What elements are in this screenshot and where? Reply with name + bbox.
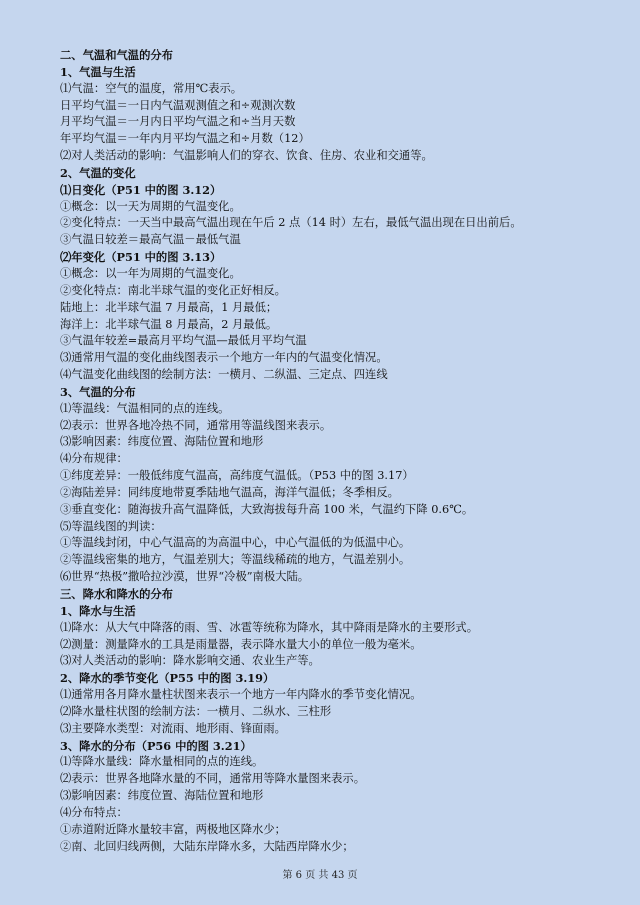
section-heading: 2、降水的季节变化（P55 中的图 3.19）	[60, 671, 275, 686]
text-line: ⑷分布规律：	[60, 452, 128, 466]
text-line: ⑵测量：测量降水的工具是雨量器，表示降水量大小的单位一般为毫米。	[60, 637, 422, 651]
page-footer: 第 6 页 共 43 页	[282, 870, 358, 881]
section-heading: 3、气温的分布	[60, 384, 136, 399]
text-line: ⑵表示：世界各地冷热不同，通常用等温线图来表示。	[60, 418, 332, 432]
text-line: ⑵对人类活动的影响：气温影响人们的穿衣、饮食、住房、农业和交通等。	[60, 149, 433, 163]
section-heading: 2、气温的变化	[60, 165, 136, 180]
text-line: ⑶影响因素：纬度位置、海陆位置和地形	[60, 435, 264, 449]
text-line: ①等温线封闭，中心气温高的为高温中心，中心气温低的为低温中心。	[60, 536, 411, 550]
text-line: ⑴等温线：气温相同的点的连线。	[60, 401, 230, 415]
text-line: ③气温年较差=最高月平均气温—最低月平均气温	[60, 334, 307, 348]
section-heading: 1、降水与生活	[60, 603, 136, 618]
text-line: ⑵降水量柱状图的绘制方法：一横月、二纵水、三柱形	[60, 704, 332, 718]
text-line: ①概念：以一天为周期的气温变化。	[60, 199, 241, 213]
section-heading: 3、降水的分布（P56 中的图 3.21）	[60, 738, 252, 753]
text-line: ⑶主要降水类型：对流雨、地形雨、锋面雨。	[60, 721, 286, 735]
text-line: ⑶影响因素：纬度位置、海陆位置和地形	[60, 789, 264, 803]
document-body	[60, 47, 620, 856]
text-line: ③垂直变化：随海拔升高气温降低，大致海拔每升高 100 米，气温约下降 0.6℃。	[60, 502, 474, 516]
text-line: ⑶对人类活动的影响：降水影响交通、农业生产等。	[60, 654, 320, 668]
text-line: ②等温线密集的地方，气温差别大；等温线稀疏的地方，气温差别小。	[60, 553, 411, 567]
text-line: ⑶通常用气温的变化曲线图表示一个地方一年内的气温变化情况。	[60, 351, 388, 365]
text-line: 日平均气温＝一日内气温观测值之和÷观测次数	[60, 98, 296, 112]
text-line: ⑴降水：从大气中降落的雨、雪、冰雹等统称为降水，其中降雨是降水的主要形式。	[60, 620, 478, 634]
text-line: ⑷分布特点：	[60, 805, 128, 819]
text-line: 海洋上：北半球气温 8 月最高，2 月最低。	[60, 317, 278, 331]
text-line: ⑵表示：世界各地降水量的不同，通常用等降水量图来表示。	[60, 772, 366, 786]
section-heading: ⑵年变化（P51 中的图 3.13）	[60, 250, 222, 265]
text-line: ②变化特点：南北半球气温的变化正好相反。	[60, 283, 286, 297]
text-line: ⑴通常用各月降水量柱状图来表示一个地方一年内降水的季节变化情况。	[60, 688, 422, 702]
text-line: ②海陆差异：同纬度地带夏季陆地气温高，海洋气温低；冬季相反。	[60, 485, 399, 499]
text-line: 月平均气温＝一月内日平均气温之和÷当月天数	[60, 115, 296, 129]
text-line: ①概念：以一年为周期的气温变化。	[60, 266, 241, 280]
text-line: 陆地上：北半球气温 7 月最高，1 月最低；	[60, 300, 278, 314]
text-line: ②南、北回归线两侧，大陆东岸降水多，大陆西岸降水少；	[60, 839, 354, 853]
text-line: ⑴等降水量线：降水量相同的点的连线。	[60, 755, 264, 769]
section-heading: ⑴日变化（P51 中的图 3.12）	[60, 182, 222, 197]
text-line: ⑹世界“热极”撒哈拉沙漠，世界“冷极”南极大陆。	[60, 570, 310, 584]
section-heading: 三、降水和降水的分布	[60, 587, 173, 601]
section-heading: 1、气温与生活	[60, 64, 136, 79]
section-heading: 二、气温和气温的分布	[60, 48, 173, 62]
text-line: ③气温日较差＝最高气温－最低气温	[60, 233, 241, 247]
text-line: 年平均气温＝一年内月平均气温之和÷月数（12）	[60, 132, 310, 146]
text-line: ①赤道附近降水量较丰富，两极地区降水少；	[60, 822, 286, 836]
text-line: ②变化特点：一天当中最高气温出现在午后 2 点（14 时）左右，最低气温出现在日出前后。	[60, 216, 522, 230]
text-line: ⑸等温线图的判读：	[60, 519, 162, 533]
text-line: ⑷气温变化曲线图的绘制方法：一横月、二纵温、三定点、四连线	[60, 368, 388, 382]
text-line: ⑴气温：空气的温度，常用℃表示。	[60, 81, 243, 95]
text-line: ①纬度差异：一般低纬度气温高，高纬度气温低。（P53 中的图 3.17）	[60, 469, 414, 483]
